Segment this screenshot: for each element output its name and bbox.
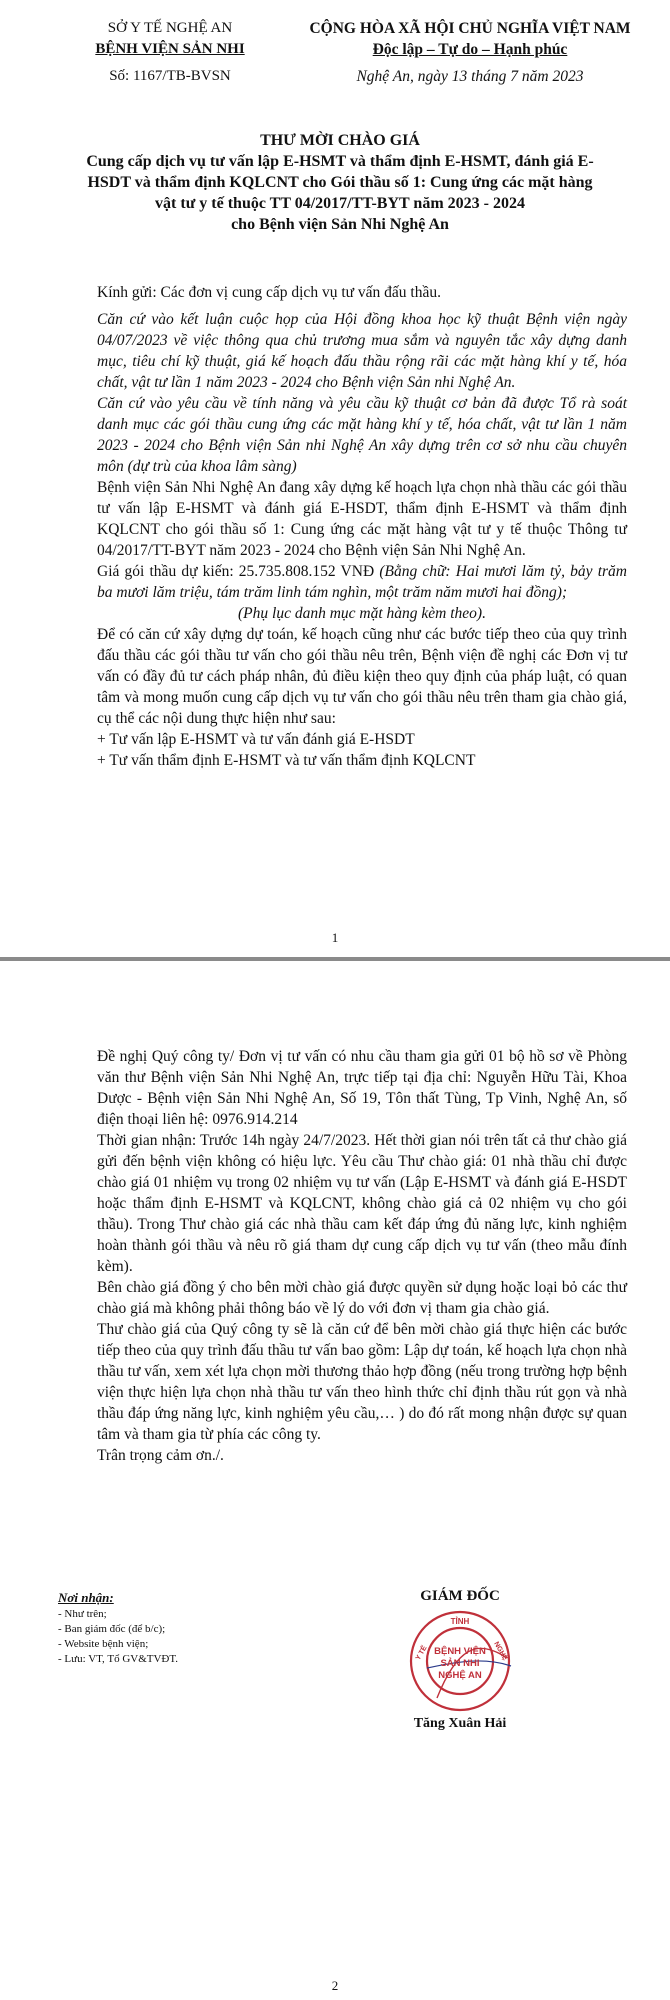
service-item-1: + Tư vấn lập E-HSMT và tư vấn đánh giá E-HSDT [97, 731, 415, 748]
next-steps-paragraph: Thư chào giá của Quý công ty sẽ là căn cứ để bên mời chào giá thực hiện các bước tiếp theo của quy trình đấu thầu tư vấn bao gồm: Lập dự toán, kế hoạch lựa chọn nhà thầu tư vấn, xem xét lựa chọn mời thương thảo hợp đồng (nếu trong trường hợp bệnh viện thực hiện lựa chọn nhà thầu tư vấn theo hình thức chỉ định thầu rút gọn và nhà thầu đáp ứng năng lực, kinh nghiệm yêu cầu,… ) do đó rất mong nhận được sự quan tâm và tham gia từ phía các công ty. [97, 1321, 627, 1443]
price-in-words: (Bằng chữ: Hai mươi lăm tỷ, bảy trăm ba mươi lăm triệu, tám trăm linh tám nghìn, một trăm năm mươi hai đồng); [97, 563, 627, 601]
hospital-seal-icon [407, 1608, 513, 1714]
recipient-item: - Ban giám đốc (để b/c); [58, 1623, 166, 1635]
closing-line: Trân trọng cảm ơn./. [97, 1447, 224, 1464]
service-item-2: + Tư vấn thẩm định E-HSMT và tư vấn thẩm định KQLCNT [97, 752, 476, 769]
seal-line-2: SẢN NHI [440, 1658, 480, 1669]
title-line-5: cho Bệnh viện Sản Nhi Nghệ An [231, 216, 449, 233]
rights-paragraph: Bên chào giá đồng ý cho bên mời chào giá được quyền sử dụng hoặc loại bỏ các thư chào giá mà không phải thông báo về lý do với đơn vị tham gia chào giá. [97, 1279, 627, 1317]
plan-paragraph: Bệnh viện Sản Nhi Nghệ An đang xây dựng kế hoạch lựa chọn nhà thầu các gói thầu tư vấn lập E-HSMT và đánh giá E-HSDT, thẩm định E-HSMT và thẩm định KQLCNT cho gói thầu số 1: Cung ứng các mặt hàng vật tư y tế thuộc Thông tư 04/2017/TT-BYT năm 2023 - 2024 cho Bệnh viện Sản Nhi Nghệ An. [97, 479, 627, 559]
document-title [60, 130, 620, 235]
legal-basis-1: Căn cứ vào kết luận cuộc họp của Hội đồng khoa học kỹ thuật Bệnh viện ngày 04/07/2023 về việc thông qua chủ trương mua sắm và nguyên tắc xây dựng danh mục, tiêu chí kỹ thuật, giá kế hoạch đấu thầu rộng rãi các mặt hàng khí y tế, hóa chất, vật tư lần 1 năm 2023 - 2024 cho Bệnh viện Sản nhi Nghệ An. [97, 311, 627, 391]
issuer-hospital: BỆNH VIỆN SẢN NHI [95, 41, 245, 57]
national-motto: Độc lập – Tự do – Hạnh phúc [372, 41, 568, 58]
seal-line-3: NGHỆ AN [438, 1670, 482, 1681]
recipient-item: - Như trên; [58, 1608, 107, 1620]
country-name: CỘNG HÒA XÃ HỘI CHỦ NGHĨA VIỆT NAM [309, 20, 631, 37]
page-number-1: 1 [331, 930, 339, 945]
seal-ring-left: Y TẾ [414, 1644, 429, 1662]
seal-ring-top: TỈNH [450, 1617, 470, 1626]
submission-paragraph: Đề nghị Quý công ty/ Đơn vị tư vấn có nhu cầu tham gia gửi 01 bộ hồ sơ về Phòng văn thư Bệnh viện Sản Nhi Nghệ An, trực tiếp tại địa chỉ: Nguyễn Hữu Tài, Khoa Dược - Bệnh viện Sản Nhi Nghệ An, Số 19, Tôn thất Tùng, Tp Vinh, Nghệ An, số điện thoại liên hệ: 0976.914.214 [97, 1048, 627, 1128]
title-line-3: HSDT và thẩm định KQLCNT cho Gói thầu số 1: Cung ứng các mặt hàng [87, 174, 593, 191]
page2-body [97, 1046, 627, 1466]
package-price [97, 561, 627, 603]
issuer-block [70, 18, 270, 87]
signer-role: GIÁM ĐỐC [420, 1588, 500, 1604]
recipients-heading: Nơi nhận: [58, 1590, 114, 1605]
document-number: Số: 1167/TB-BVSN [109, 68, 231, 84]
seal-line-1: BỆNH VIỆN [434, 1646, 486, 1657]
title-line-1: THƯ MỜI CHÀO GIÁ [260, 132, 420, 149]
request-paragraph: Để có căn cứ xây dựng dự toán, kế hoạch cũng như các bước tiếp theo của quy trình đấu thầu các gói thầu tư vấn cho gói thầu nêu trên, Bệnh viện đề nghị các Đơn vị tư vấn có đầy đủ tư cách pháp nhân, đủ điều kiện theo quy định của pháp luật, có quan tâm và mong muốn cung cấp dịch vụ tư vấn cho gói thầu nêu trên tham gia chào giá, cụ thể các nội dung thực hiện như sau: [97, 626, 627, 727]
national-heading [285, 18, 655, 87]
legal-basis-2: Căn cứ vào yêu cầu về tính năng và yêu cầu kỹ thuật cơ bản đã được Tổ rà soát danh mục các gói thầu cung ứng các mặt hàng khí y tế, hóa chất, vật tư lần 1 năm 2023 - 2024 cho Bệnh viện Sản nhi Nghệ An xây dựng trên cơ sở nhu cầu chuyên môn (dự trù của khoa lâm sàng) [97, 395, 627, 475]
signature-block [345, 1588, 575, 1731]
deadline-paragraph: Thời gian nhận: Trước 14h ngày 24/7/2023. Hết thời gian nói trên tất cả thư chào giá gửi đến bệnh viện không có hiệu lực. Yêu cầu Thư chào giá: 01 nhà thầu chỉ được chào giá 01 nhiệm vụ trong 02 nhiệm vụ tư vấn (Lập E-HSMT và đánh giá E-HSDT hoặc thẩm định E-HSMT và KQLCNT, không chào giá cả 02 nhiệm vụ cho gói thầu). Trong Thư chào giá các nhà thầu cam kết đáp ứng đủ năng lực, kinh nghiệm hoàn thành gói thầu và nêu rõ giá tham dự cung cấp dịch vụ tư vấn (theo mẫu đính kèm). [97, 1132, 627, 1275]
document-page-1 [0, 0, 670, 958]
signer-name: Tăng Xuân Hải [413, 1716, 507, 1731]
page-number-2: 2 [331, 1978, 339, 1993]
issue-date: Nghệ An, ngày 13 tháng 7 năm 2023 [356, 68, 584, 85]
recipient-item: - Website bệnh viện; [58, 1638, 149, 1650]
page-divider [0, 957, 670, 961]
issuer-department: SỞ Y TẾ NGHỆ AN [107, 20, 233, 36]
page1-body [97, 282, 627, 771]
title-line-4: vật tư y tế thuộc TT 04/2017/TT-BYT năm 2023 - 2024 [155, 195, 525, 212]
salutation: Kính gửi: Các đơn vị cung cấp dịch vụ tư vấn đấu thầu. [97, 284, 441, 301]
title-line-2: Cung cấp dịch vụ tư vấn lập E-HSMT và thẩm định E-HSMT, đánh giá E- [86, 153, 594, 170]
recipients-block [58, 1590, 318, 1667]
recipient-item: - Lưu: VT, Tổ GV&TVĐT. [58, 1653, 179, 1665]
seal-ring-right: NGHỆ [492, 1640, 509, 1662]
appendix-note: (Phụ lục danh mục mặt hàng kèm theo). [238, 605, 486, 622]
price-label: Giá gói thầu dự kiến: 25.735.808.152 VNĐ [97, 563, 380, 580]
